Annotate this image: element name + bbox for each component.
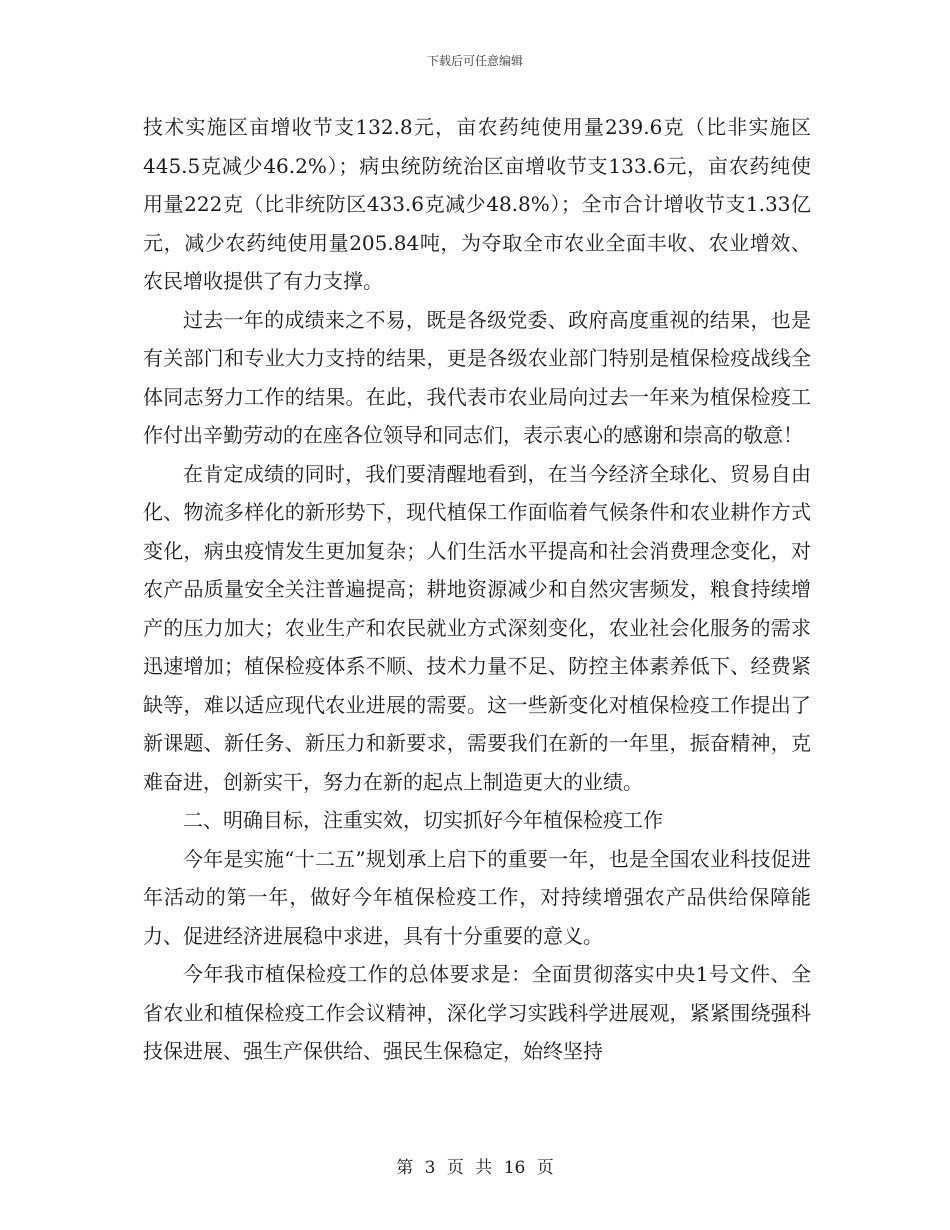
- paragraph-requirements: 今年我市植保检疫工作的总体要求是：全面贯彻落实中央1号文件、全省农业和植保检疫工作会议精神，深化学习实践科学进展观，紧紧围绕强科技保进展、强生产保供给、强民生保稳定，始终坚持: [143, 962, 811, 1063]
- paragraph-significance: 今年是实施“十二五”规划承上启下的重要一年，也是全国农业科技促进年活动的第一年，做好今年植保检疫工作，对持续增强农产品供给保障能力、促进经济进展稳中求进，具有十分重要的意义。: [143, 846, 811, 948]
- section-heading: 二、明确目标，注重实效，切实抓好今年植保检疫工作: [183, 808, 663, 832]
- paragraph-achievements: 过去一年的成绩来之不易，既是各级党委、政府高度重视的结果，也是有关部门和专业大力支持的结果，更是各级农业部门特别是植保检疫战线全体同志努力工作的结果。在此，我代表市农业局向过去一年来为植保检疫工作付出辛勤劳动的在座各位领导和同志们，表示衷心的感谢和崇高的敬意！: [143, 307, 811, 447]
- document-body: [143, 108, 811, 1071]
- page-number: 第 3 页 共 16 页: [396, 1158, 554, 1178]
- page-header: 下载后可任意编辑: [426, 54, 523, 68]
- paragraph-continuation: 技术实施区亩增收节支132.8元，亩农药纯使用量239.6克（比非实施区445.5克减少46.2%）；病虫统防统治区亩增收节支133.6元，亩农药纯使用量222克（比非统防区433.6克减少48.8%）；全市合计增收节支1.33亿元，减少农药纯使用量205.84吨，为夺取全市农业全面丰收、农业增效、农民增收提供了有力支撑。: [143, 115, 811, 293]
- paragraph-challenges: 在肯定成绩的同时，我们要清醒地看到，在当今经济全球化、贸易自由化、物流多样化的新形势下，现代植保工作面临着气候条件和农业耕作方式变化，病虫疫情发生更加复杂；人们生活水平提高和社会消费理念变化，对农产品质量安全关注普遍提高；耕地资源减少和自然灾害频发，粮食持续增产的压力加大；农业生产和农民就业方式深刻变化，农业社会化服务的需求迅速增加；植保检疫体系不顺、技术力量不足、防控主体素养低下、经费紧缺等，难以适应现代农业进展的需要。这一些新变化对植保检疫工作提出了新课题、新任务、新压力和新要求，需要我们在新的一年里，振奋精神，克难奋进，创新实干，努力在新的起点上制造更大的业绩。: [143, 461, 811, 794]
